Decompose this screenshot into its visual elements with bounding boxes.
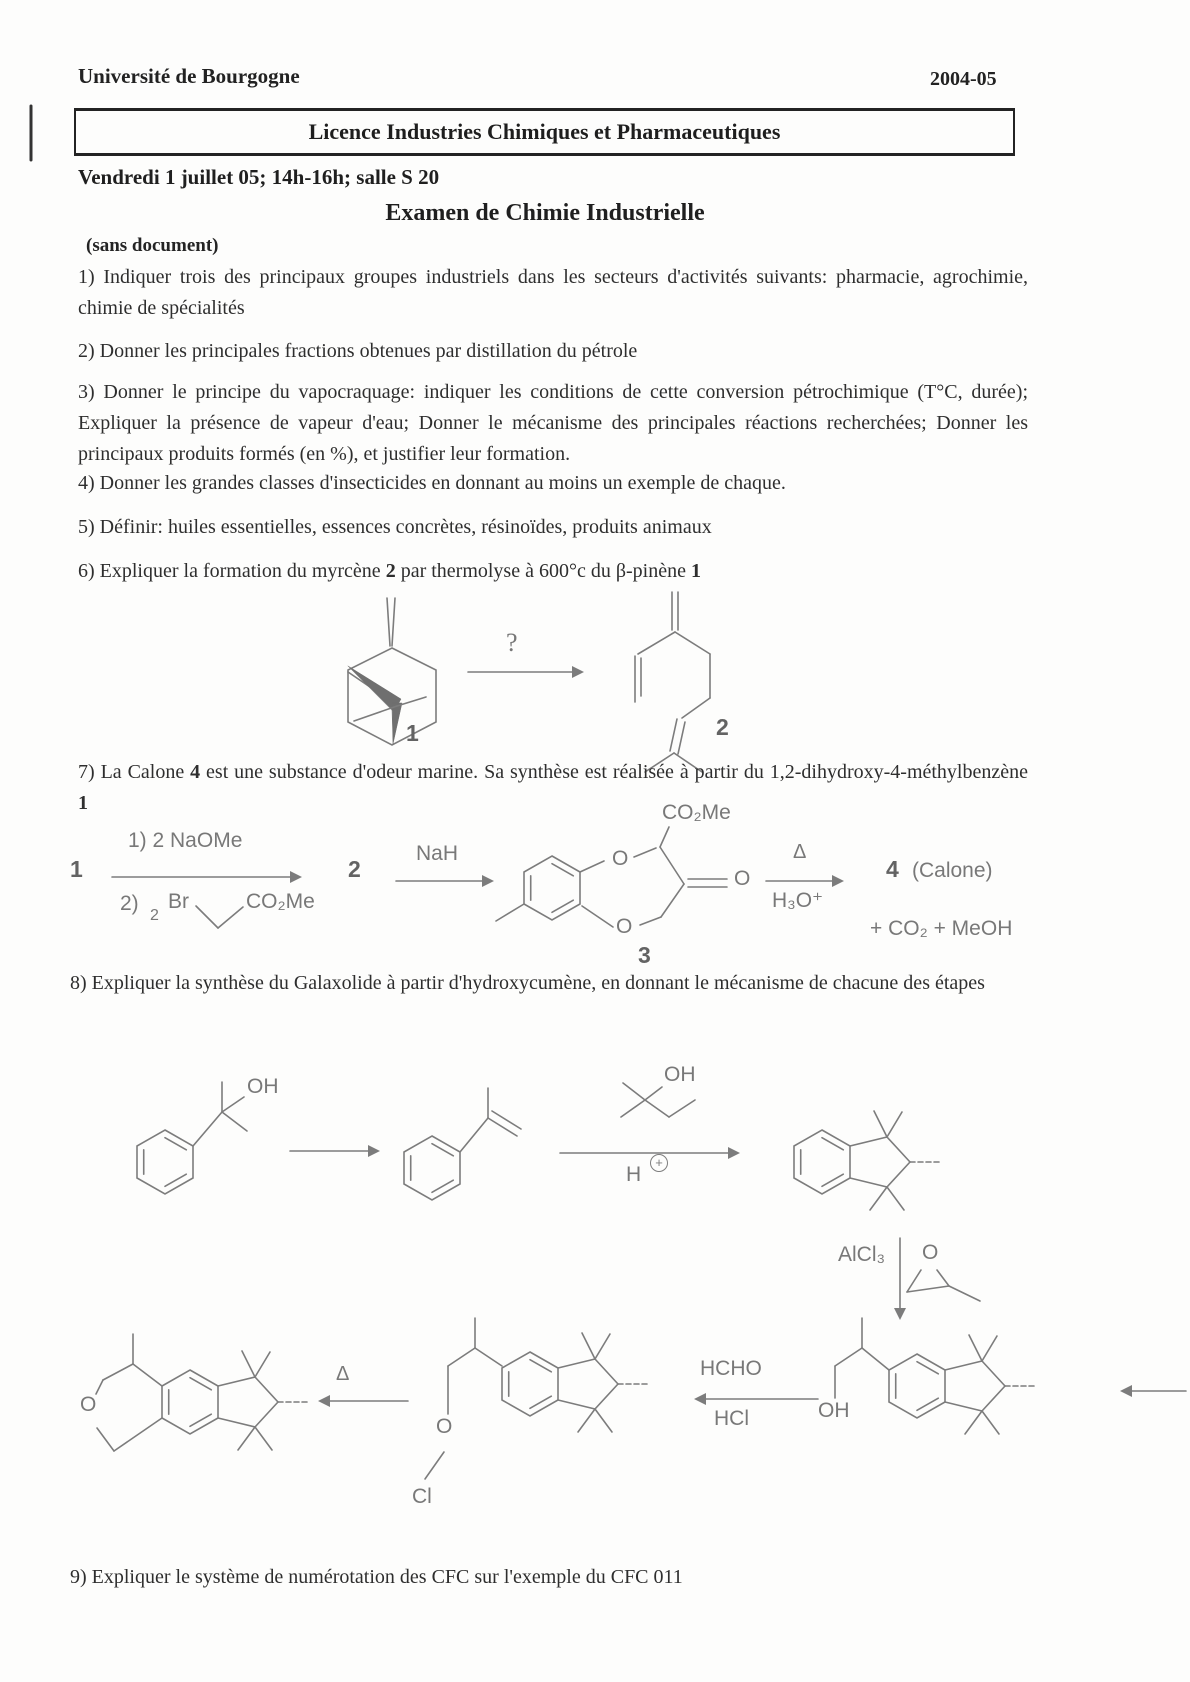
chloride-label: Cl <box>412 1485 432 1508</box>
galaxolide-scheme-row2-art <box>96 1318 1186 1479</box>
intermediate-2-label: 2 <box>348 856 361 882</box>
compound-2-ref: 2 <box>385 560 396 582</box>
question-1: 1) Indiquer trois des principaux groupes industriels dans les secteurs d'activités suivants: pharmacie, agrochimie, chimie de spécialités <box>78 266 1028 319</box>
unknown-reagent-label: ? <box>506 628 518 657</box>
question-2: 2) Donner les principales fractions obtenues par distillation du pétrole <box>78 340 638 362</box>
heat-symbol: Δ <box>336 1363 350 1385</box>
benzene-ring <box>502 1352 558 1416</box>
compound-4-ref: 4 <box>190 761 201 783</box>
hydroxyl-label: OH <box>818 1399 850 1422</box>
ether-oxygen-label: O <box>436 1415 453 1438</box>
question-5: 5) Définir: huiles essentielles, essences concrètes, résinoïdes, produits animaux <box>78 516 712 538</box>
cyclopentane-ring <box>558 1333 647 1432</box>
galaxolide-scheme-row1-art <box>137 1082 939 1210</box>
reactant-1-label: 1 <box>70 856 83 882</box>
hydroxyl-label: OH <box>247 1075 279 1098</box>
benzene-ring <box>137 1130 193 1194</box>
benzene-ring <box>889 1354 945 1418</box>
exam-title: Examen de Chimie Industrielle <box>385 200 705 226</box>
compound-3-label: 3 <box>638 942 651 968</box>
benzene-ring <box>162 1370 218 1434</box>
calone-name-label: (Calone) <box>912 859 993 882</box>
ketone-oxygen-label: O <box>734 867 751 890</box>
proton-label: H <box>626 1163 642 1186</box>
no-document-note: (sans document) <box>86 235 219 256</box>
program-banner: Licence Industries Chimiques et Pharmaceutiques <box>74 108 1015 156</box>
compound-1-label: 1 <box>406 720 419 746</box>
pyran-oxygen-label: O <box>80 1393 97 1416</box>
question-8: 8) Expliquer la synthèse du Galaxolide à partir d'hydroxycumène, en donnant le mécanisme de chacune des étapes <box>70 972 985 994</box>
ring-ester-label: CO₂Me <box>662 801 731 824</box>
benzene-ring <box>524 856 580 920</box>
question-4: 4) Donner les grandes classes d'insecticides en donnant au moins un exemple de chaque. <box>78 472 786 494</box>
question-3: 3) Donner le principe du vapocraquage: indiquer les conditions de cette conversion pétrochimique (T°C, durée); Expliquer la présence de vapeur d'eau; Donner le mécanisme des principales réactions recherchées; Donner les principaux produits formés (en %), et justifier leur formation. <box>78 381 1028 465</box>
question-6 <box>78 556 1068 587</box>
aluminium-chloride-label: AlCl₃ <box>838 1243 886 1266</box>
hydroxyl-label: OH <box>664 1063 696 1086</box>
myrcene-structure <box>635 592 710 772</box>
compound-1-ref: 1 <box>691 560 701 582</box>
bromide-label: Br <box>168 890 189 913</box>
oxygen-atom-label: O <box>612 847 629 870</box>
hydronium-label: H₃O⁺ <box>772 889 824 912</box>
question-7-text: 7) La Calone <box>78 761 191 783</box>
session-line: Vendredi 1 juillet 05; 14h-16h; salle S 20 <box>78 165 440 189</box>
oxygen-atom-label: O <box>616 915 633 938</box>
thermolysis-arrow <box>468 666 584 678</box>
cyclopentane-ring <box>850 1111 939 1210</box>
epoxide-oxygen-label: O <box>922 1241 939 1264</box>
academic-year: 2004-05 <box>930 68 997 90</box>
ester-label: CO₂Me <box>246 890 315 913</box>
compound-1-ref: 1 <box>78 792 88 814</box>
question-7-text: est une substance d'odeur marine. Sa synthèse est réalisée à partir du 1,2-dihydroxy-4-méthylbenzène <box>200 761 1028 783</box>
step1-reagent-label: 1) 2 NaOMe <box>128 829 243 852</box>
product-4-label: 4 <box>886 856 899 882</box>
hydrochloric-acid-label: HCl <box>714 1407 749 1430</box>
step2-prefix-label: 2) <box>120 892 139 915</box>
cyclopentane-ring <box>218 1351 307 1450</box>
question-9: 9) Expliquer le système de numérotation des CFC sur l'exemple du CFC 011 <box>70 1566 683 1588</box>
sodium-hydride-label: NaH <box>416 842 459 865</box>
plus-charge-icon: + <box>650 1154 668 1172</box>
step2-coefficient-label: 2 <box>150 907 159 924</box>
benzene-ring <box>794 1130 850 1194</box>
question-7 <box>78 757 1028 819</box>
formaldehyde-label: HCHO <box>700 1357 762 1380</box>
question-6-text: par thermolyse à 600°c du β-pinène <box>395 560 691 582</box>
beta-pinene-structure <box>348 598 436 745</box>
institution-name: Université de Bourgogne <box>78 64 300 88</box>
question-6-text: 6) Expliquer la formation du myrcène <box>78 560 386 582</box>
heat-symbol: Δ <box>793 841 807 863</box>
byproducts-label: + CO₂ + MeOH <box>870 917 1013 940</box>
benzene-ring <box>404 1136 460 1200</box>
cyclopentane-ring <box>945 1335 1034 1434</box>
compound-2-label: 2 <box>716 714 729 740</box>
